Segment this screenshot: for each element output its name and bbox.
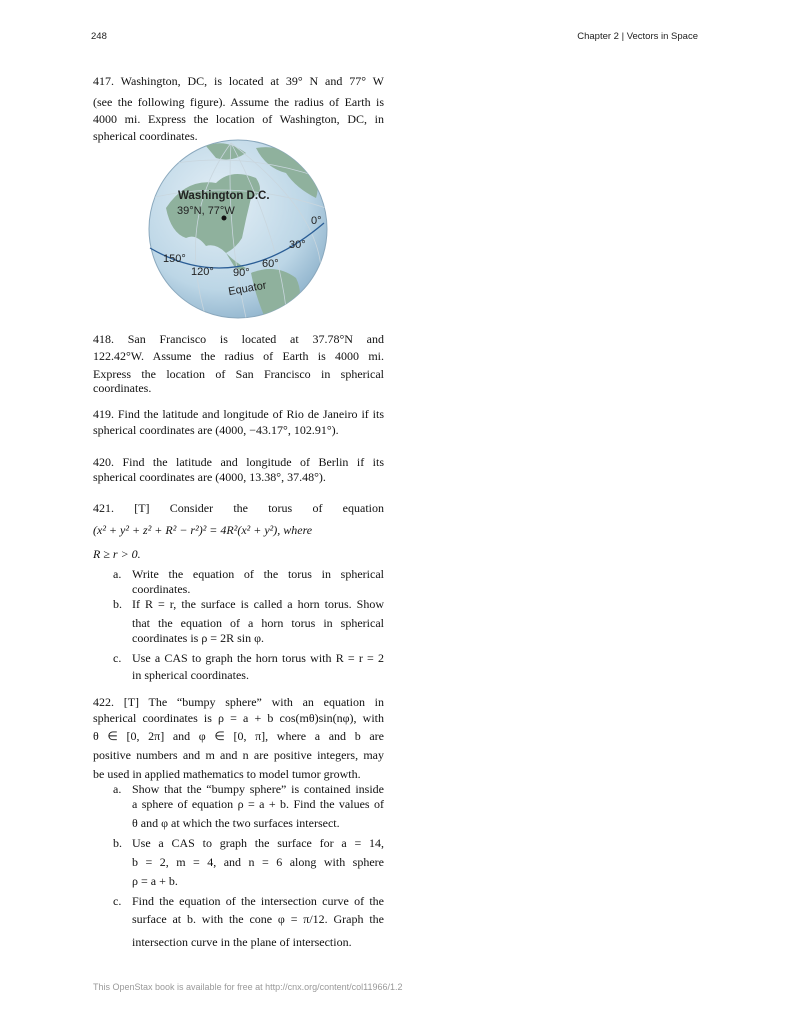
coords-label: 39°N, 77°W [177,205,235,217]
problem-418-line: 122.42°W. Assume the radius of Earth is 4000 mi. [93,349,384,363]
problem-422-line: be used in applied mathematics to model tumor growth. [93,767,361,781]
globe-figure [146,138,330,320]
problem-421-line: R ≥ r > 0. [93,547,141,561]
problem-417-line: (see the following figure). Assume the radius of Earth is [93,95,384,109]
problem-422-line: 422. [T] The “bumpy sphere” with an equation in [93,695,384,709]
problem-417-line: 4000 mi. Express the location of Washington, DC, in [93,112,384,126]
part-label: c. [113,894,122,908]
part-line: Find the equation of the intersection curve of the [132,894,384,908]
part-line: a sphere of equation ρ = a + b. Find the values of [132,797,384,811]
problem-420-line: 420. Find the latitude and longitude of Berlin if its [93,455,384,469]
problem-421-equation: (x² + y² + z² + R² − r²)² = 4R²(x² + y²), where [93,523,313,537]
problem-421-line: 421. [T] Consider the torus of equation [93,501,384,515]
part-label: a. [113,782,122,796]
part-line: Use a CAS to graph the surface for a = 14, [132,836,384,850]
longitude-label: 150° [163,253,186,265]
longitude-label: 0° [311,215,322,227]
part-line: ρ = a + b. [132,874,178,888]
part-label: b. [113,597,122,611]
problem-420-line: spherical coordinates are (4000, 13.38°, 37.48°). [93,470,326,484]
problem-422-line: positive numbers and m and n are positive integers, may [93,748,384,762]
part-line: coordinates is ρ = 2R sin φ. [132,631,265,645]
part-line: b = 2, m = 4, and n = 6 along with sphere [132,855,384,869]
part-line: Show that the “bumpy sphere” is contained inside [132,782,384,796]
chapter-title: Chapter 2 | Vectors in Space [577,31,698,42]
problem-418-line: Express the location of San Francisco in spherical [93,367,384,381]
part-label: c. [113,651,122,665]
part-line: coordinates. [132,582,191,596]
part-line: surface at b. with the cone φ = π/12. Graph the [132,912,384,926]
equator-label: Equator [227,279,268,299]
footer-text: This OpenStax book is available for free at http://cnx.org/content/col11966/1.2 [93,982,403,992]
part-label: b. [113,836,122,850]
longitude-label: 90° [233,267,250,279]
part-line: θ and φ at which the two surfaces intersect. [132,816,340,830]
problem-418-line: 418. San Francisco is located at 37.78°N and [93,332,384,346]
part-line: Write the equation of the torus in spherical [132,567,384,581]
problem-419-line: 419. Find the latitude and longitude of Rio de Janeiro if its [93,407,384,421]
longitude-label: 60° [262,258,279,270]
page-number: 248 [91,31,107,42]
problem-422-line: spherical coordinates is ρ = a + b cos(mθ)sin(nφ), with [93,711,384,725]
part-line: Use a CAS to graph the horn torus with R = r = 2 [132,651,384,665]
problem-417-line: 417. Washington, DC, is located at 39° N and 77° W [93,74,384,88]
problem-418-line: coordinates. [93,381,152,395]
part-line: that the equation of a horn torus in spherical [132,616,384,630]
part-line: intersection curve in the plane of intersection. [132,935,352,949]
longitude-label: 30° [289,239,306,251]
part-label: a. [113,567,122,581]
part-line: in spherical coordinates. [132,668,249,682]
problem-422-line: θ ∈ [0, 2π] and φ ∈ [0, π], where a and b are [93,729,384,743]
problem-417-line: spherical coordinates. [93,129,198,143]
part-line: If R = r, the surface is called a horn torus. Show [132,597,384,611]
longitude-label: 120° [191,266,214,278]
city-label: Washington D.C. [178,190,270,202]
problem-419-line: spherical coordinates are (4000, −43.17°, 102.91°). [93,423,339,437]
